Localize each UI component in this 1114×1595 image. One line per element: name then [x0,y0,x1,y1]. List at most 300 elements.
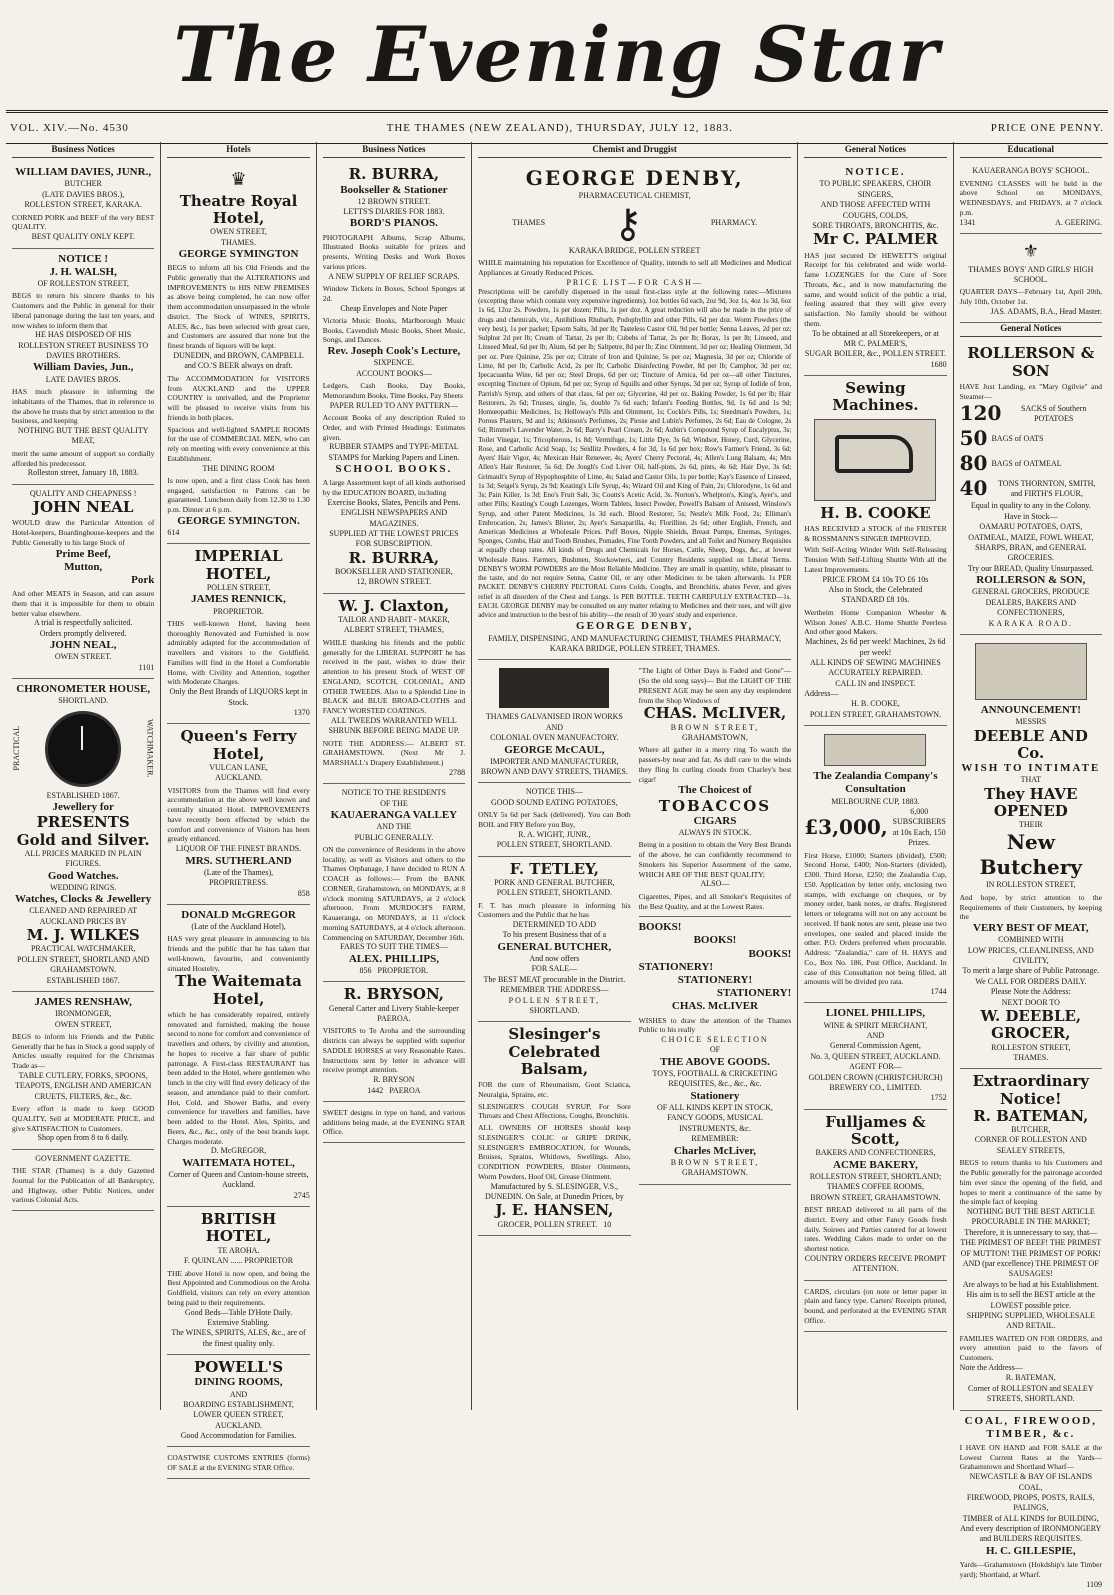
ad-number: 1101 [138,662,155,672]
ad-body: First Horse, £1000; Starters (divided), £500; Second Horse, £400; Non-Starters (divided), £300. Third Horse, £250; the Zealandia Cup, £50. Application by letter only, enclosing two stamps, with exchange on cheques, or by money order, bank notes, or drafts. Registered letters or telegrams will not on any account be received. If bank notes are sent, please use two envelopes, one sealed and placed inside the other. P.O. Orders preferred when procurable. Address: "Zealandia," care of H. HAYS and Co., Box No. 186, Post Office, Auckland. In case of this Consultation not being filled, all amounts will be divided pro rata. [804,850,947,987]
ad-line: STATIONERY! [716,987,792,1000]
ad-sign: Charles McLiver, [673,1144,756,1157]
ad-line: WISH TO INTIMATE [961,762,1101,775]
ad-name: JAMES RENSHAW, [34,995,132,1008]
ad-mccaul [478,660,631,783]
racehorse-icon [824,734,926,766]
ad-line: CALL IN and INSPECT. [835,678,916,688]
ad-body: BEGS to return his sincere thanks to his Customers and the Public in general for their liberal patronage during the last ten years, and now wishes to inform them that [12,291,155,330]
ad-body: I HAVE ON HAND and FOR SALE at the Lowest Current Rates at the Yards—Grahamstown and Shortland Wharf— [959,1442,1102,1472]
ad-customs [167,1447,309,1479]
ad-line: LETTS'S DIARIES FOR 1883. [343,207,445,217]
ad-line: FAMILY, DISPENSING, AND MANUFACTURING CHEMIST, THAMES PHARMACY, [488,633,782,643]
ad-line: 6,000 SUBSCRIBERS at 10s Each, 150 Prizes. [892,807,946,848]
prize-amount: £3,000, [804,815,888,840]
column-business-notices-1 [6,142,161,1410]
ad-address: POLLEN STREET, SHORTLAND. [496,840,613,850]
ad-line: Orders promptly delivered. [39,628,127,638]
ad-line: Therefore, it is unnecessary to say, that— [964,1227,1098,1237]
ad-body: CORNED PORK and BEEF of the very BEST QUALITY. [12,212,155,232]
ad-body: "The Light of Other Days is Faded and Gone"— (So the old song says)— But the LIGHT OF THE PRESENT AGE may be seen any day resplendent from the Shop Windows of [638,666,792,705]
ad-line: OAMARU POTATOES, OATS, OATMEAL, MAIZE, FOWL WHEAT, SHARPS, BRAN, and GENERAL GROCERIES. [968,522,1094,563]
ad-place: GRAHAMSTOWN. [682,1168,748,1178]
ad-line: Also in Stock, the Celebrated [828,585,923,595]
ad-body: FAMILIES WAITED ON FOR ORDERS, and every attention paid to the favors of Customers. [959,1333,1102,1363]
ad-claxton [323,594,465,784]
ad-address: OWEN STREET, [54,1019,112,1029]
ad-name: R. BRYSON, [343,985,444,1004]
ad-sign: MR C. PALMER'S, [843,339,908,349]
ad-burra [323,162,465,594]
ad-number: 856 [359,966,372,976]
ad-sign: JAS. ADAMS, B.A., Head Master. [990,306,1102,316]
ad-line: Gold and Silver. [16,830,150,849]
ad-bryson [323,982,465,1102]
ad-line: GOOD SOUND EATING POTATOES, [490,797,618,807]
ad-number: 858 [297,888,310,898]
key-row [478,202,791,246]
ad-body: Cigarettes, Pipes, and all Smoker's Requisites of the Best Quality, and at the Lowest Rates. [638,891,792,911]
ad-address: POLLEN STREET, [206,582,271,592]
ad-line: FIREWOOD, PROPS, POSTS, RAILS, PALINGS, [966,1492,1095,1513]
ad-name: Slesinger's Celebrated Balsam, [508,1025,601,1078]
ad-place: THAMES. [1013,1052,1049,1062]
ad-body: And hope, by strict attention to the Requirements of their Customers, by keeping the [959,892,1102,922]
ad-line: THAT [1020,775,1042,785]
ad-line: WEDDING RINGS. [50,882,117,892]
ad-line: SHIPPING SUPPLIED, WHOLESALE AND RETAIL. [966,1310,1095,1331]
ad-late: LATE DAVIES BROS. [45,374,121,384]
ad-line: VERY BEST OF MEAT, [973,922,1089,935]
ad-line: To be obtained at all Storekeepers, or at [811,328,939,338]
ad-line: Try our BREAD, Quality Unsurpassed. [967,563,1094,573]
ad-line: We CALL FOR ORDERS DAILY. [975,976,1087,986]
ad-sign: H. B. COOKE, [851,699,900,709]
column-heading: Hotels [167,144,309,158]
ad-line: LIQUOR OF THE FINEST BRANDS. [175,844,302,854]
ad-line: GENERAL BUTCHER, [497,940,612,953]
ad-bateman [960,1069,1102,1410]
ad-name: R. BURRA, [348,165,440,184]
ad-owner: JAMES RENNICK, [191,593,286,606]
ad-line: MESSRS [1015,717,1047,727]
ad-line: Stationery [690,1089,740,1102]
ad-heading: THE DINING ROOM [202,463,275,473]
ad-owner: GEORGE SYMINGTON [178,248,299,261]
ad-body: The ACCOMMODATION for VISITORS from AUCKLAND and the UPPER COUNTRY is unrivalled, and the Proprietor will be pleased to receive visits from his friends in both places. [167,373,310,422]
ad-body: NOTE THE ADDRESS:— ALBERT ST. GRAHAMSTOWN. (Next Mr J. MARSHALL's Drapery Establishment.) [322,738,466,768]
ad-body: Is now open, and a first class Cook has been engaged, satisfaction to Patrons can be guaranteed. Luncheon daily from 12.30 to 1.30 p.m. Dinner at 6 p.m. [167,475,310,515]
key-icon: ⚷ [613,200,643,246]
ad-trade: Bookseller & Stationer [340,183,448,196]
ad-number: 2788 [449,767,466,777]
stock-quantity: 50 [959,426,988,451]
ad-line: Are always to be had at his Establishment. [962,1279,1099,1289]
ad-name: GEORGE McCAUL, [504,743,605,756]
ad-line: Watches, Clocks & Jewellery [15,893,152,906]
ad-line: ROLLESTON STREET BUSINESS TO DAVIES BROTHERS. [18,340,149,361]
ad-name: DEEBLE AND Co. [973,726,1088,762]
ad-rollerson [960,341,1102,634]
ad-side-label: WATCHMAKER. [145,719,155,778]
ad-line: BOOKS! [693,934,737,947]
ad-tagline: BEST QUALITY ONLY KEPT. [31,232,135,242]
ad-line: Good Accommodation for Families. [180,1431,297,1441]
ad-trade: PHARMACEUTICAL CHEMIST, [578,191,691,201]
ad-body: HAS much pleasure in informing the inhabitants of the Thames, that in reference to the above he trusts that by strict attention to the business, and keeping [12,387,155,426]
ad-body: WISHES to draw the attention of the Thames Public to his really [638,1015,792,1035]
stock-item: BAGS of OATS [991,433,1044,443]
ad-name: Mr C. PALMER [813,230,938,249]
column-general-notices [798,142,953,1410]
ad-body: Window Tickets in Boxes, School Sponges at 2d. [322,284,466,303]
ad-address: POLLEN STREET, GRAHAMSTOWN. [809,709,942,719]
ad-body: WOULD draw the Particular Attention of Hotel-keepers, Boardinghouse-keepers and the Public Generally to his large Stock of [12,518,155,547]
ad-powells [167,1355,309,1447]
clock-row [12,707,154,791]
ad-line: PROPRIETOR. [213,606,264,616]
ad-line: REMEMBER: [691,1134,739,1144]
ad-line: OF [709,1045,721,1055]
ad-body: CARDS, circulars (on note or letter paper in plain and fancy type. Carters' Receipts printed, bound, and perforated at the EVENING STAR Office. [804,1286,947,1325]
ad-name: BRITISH HOTEL, [200,1210,277,1246]
ad-line: PROPRIETOR [244,1256,294,1266]
ad-line: TOYS, FOOTBALL & CRICKETING REQUISITES, &c., &c., &c. [652,1069,778,1089]
ad-line: SUPPLIED AT THE LOWEST PRICES FOR SUBSCRIPTION. [329,528,459,549]
ad-address: ROLLESTON STREET, KARAKA. [24,200,142,210]
ad-line: COUNTRY ORDERS RECEIVE PROMPT ATTENTION. [804,1253,947,1274]
ad-number: 1744 [930,987,947,997]
ad-mcliver [639,660,792,917]
ad-num-row [323,1086,465,1096]
ad-body: Wertheim Home Companion Wheeler & Wilson Jones' A.B.C. Home Shuttle Peerless And other good Makers. [804,607,947,637]
ad-line: PHARMACY. [710,218,758,228]
ad-body: THIS well-known Hotel, having been thoroughly Renovated and Furnished is now admirably adapted for the accommodation of travellers and visitors to the Goldfield. Families will find in the Hotel a Comfortable Home, with Civility and Attention, together with Moderate Charges. [167,618,310,687]
ad-place: PAEROA [389,1085,421,1095]
clock-icon [45,711,121,787]
ad-name: POWELL'S [193,1358,284,1377]
ad-line: DINING ROOMS, [194,1376,283,1389]
price: PRICE ONE PENNY. [990,122,1104,134]
ad-line: The Choicest of [678,784,752,797]
cattle-icon [975,643,1087,700]
ad-line: Cheap Envelopes and Note Paper [340,303,448,313]
ad-line: TOBACCOS [658,796,772,815]
ad-body: SLESINGER'S COUGH SYRUP, For Sore Throats and Chest Affections, Coughs, Bronchitis. [478,1101,631,1121]
ad-line: FANCY GOODS, MUSICAL INSTRUMENTS, &c. [667,1113,763,1133]
ad-heading: GOVERNMENT GAZETTE. [35,1153,132,1163]
ad-address: KARAKA ROAD. [988,618,1074,628]
ad-line: They HAVE OPENED [984,784,1078,820]
ad-name: IMPERIAL HOTEL, [194,547,283,583]
ad-gillespie [960,1411,1102,1595]
ad-body: COASTWISE CUSTOMS ENTRIES (forms) OF SALE at the EVENING STAR Office. [167,1453,310,1473]
ad-deeble [960,635,1102,1069]
ad-address: ROLLESTON STREET, [991,1042,1071,1052]
ad-number: 1752 [930,1093,947,1103]
ad-line: ALSO— [700,879,730,889]
ad-line: And now offers [529,954,580,964]
ad-high-school [960,234,1102,323]
ad-sign: ROLLERSON & SON, [976,574,1086,587]
column-business-notices-2 [317,142,472,1410]
subcolumn-right [639,660,792,1236]
ad-fulljames [804,1110,946,1281]
ad-line: REMEMBER THE ADDRESS— [500,985,609,995]
ad-line: PROPRIETOR. [377,966,429,976]
ad-body: Yards—Grahamstown (Hokdship's late Timber yard); Shortland, at Wharf. [959,1560,1102,1579]
ad-body: ON the convenience of Residents in the above locality, as well as Visitors and others to the Thames Orphanage, I have decided to RUN A COACH as follows:— From the BANK CORNER, Grahamstown, on MONDAYS, at 8 o'clock morning SATURDAYS, at 2 o'clock afternoon. From MURDOCH'S FARM, Kauaeranga, on MONDAYS, at 11 o'clock morning SATURDAYS, at 4 o'clock afternoon. Commencing on SATURDAY, December 16th. [322,844,466,942]
ad-line: Good Beds—Table D'Hote Daily. [184,1307,293,1317]
ad-line: PROPRIETRESS. [209,878,268,888]
ad-body: merit the same amount of support so cordially afforded his predecessor. [12,448,155,468]
ad-line: TO PUBLIC SPEAKERS, CHOIR SINGERS, [819,179,932,199]
ad-heading: THAMES BOYS' AND GIRLS' HIGH SCHOOL. [968,264,1094,284]
ad-body: QUARTER DAYS—February 1st, April 20th, July 10th, October 1st. [959,287,1102,307]
ad-heading: Sewing Machines. [832,379,919,415]
ad-name: R. BATEMAN, [973,1106,1089,1125]
ad-body: HAS just secured Dr HEWETT'S original Receipt for his celebrated and wide world-fame LOZENGES for the Cure of Sore Throats, &c., and is now manufacturing the same, and would solicit of the public a trial, feeling assured that they will give every satisfaction. No family should be without them. [804,250,947,328]
ad-line: New Butchery [979,830,1082,880]
ad-line: THAMES [512,218,546,228]
ad-body: Where all gather in a merry ring To watch the passers-by near and far, As dull care to the winds they fling In curling clouds from Charley's best cigar! [638,745,792,784]
ad-body: WHILE maintaining his reputation for Excellence of Quality, intends to sell all Medicines and Medical Appliances at Greatly Reduced Prices. [478,258,792,277]
column-heading: Business Notices [323,144,465,158]
ad-trade: GROCER, POLLEN STREET. [497,1219,598,1229]
dateline [6,110,1108,144]
ad-line: A trial is respectfully solicited. [33,618,133,628]
ad-body: And other MEATS in Season, and can assure them that it is impossible for them to obtain better value elsewhere. [12,589,155,618]
ad-heading: NOTICE THIS— [525,787,583,797]
ad-line: LOW PRICES, CLEANLINESS, AND CIVILITY, [967,945,1094,966]
price-list: Prescriptions will be carefully dispensed in the usual first-class style at the following rates:—Mixtures (excepting those which contain very expensive ingredients), 1oz bottles 6d each, 2oz 9d, 3oz 1s, 4oz 1s 3d, 6oz 1s 6d, 12oz 2s. Powders, 1s per dozen; Pills, 1s per doz. A great reduction will also be made in the price of drugs and chemicals, viz., Antibilious Rhubarb, Podophyllin and other Pills, 6d per doz. Worm Powders (the very best), 1s per packet; Epsom Salts, 3d per lb; Tasteless Castor Oil, 9d per bottle; Senna Leaves, 2d per oz; Sulphur 2d per lb; Cream of Tartar, 2s per lb; Cubebs of Tartar, 2s per lb; Borax, 1s per lb; Linseed, and Linseed Meal, 6d per lb; Alum, 6d per lb; Saltpetre, 8d per lb; Zinc Ointment, 3d per oz; Healing Ointment, 3d per oz. Pure Quinine, 25s per oz; Citrate of Iron and Quinine, 5s per oz; Magnesia, 3d per oz; Chloride of Lime, 8d per lb; Carbolic Acid, 2s per lb; Carbolic Disinfecting Powder, 8d per lb; Camphor, 3d per oz; Ipecacuanha Wine, 6d per oz; Steel Drops, 6d per oz; Tincture of Arnica, 6d per oz—all other Tinctures, excepting Tincture of Opium, 6d per oz; Syrup of Squills and other Syrups, 3d per oz; Syrup of Iodide of Iron, Parrish's Syrup, and others of that class, 6d per oz; Glycerine, 4d per oz. Baking Powder, 1s 6d per lb; Hair Restorers, 2s 6d; Trusses, single, 5s, double 7s 6d each; Infant's Feeding Bottles, 9d, 1s 6d and 1s 9d; Homœopathic Medicines, 1s; Holloway's Pills and Ointment, 1s; Cockle's Pills, 1s; Steedman's Powders, 1s; Porous Plasters, 9d and 1s; Atkinson's Perfumes, 2s; Piesse and Lubin's Perfumes, 2s 6d; Eau de Cologne, 2s 6d; Rimmel's Lavender Water, 2s 6d; Barry's Pearl Cream, 2s 6d; Aubin's Compound Syrup of Eucalyptus, 3s; Toilet Vinegar, 1s; Tricopherous, 1s 8d; Vermifuge, 1s; Little Dye, 3s 6d; Windsor, Honey, Curd, Glycerine, Rose, and Carbolic Acid Soap, 1s; Seidlitz Powders, 4 for 3d, 1s 6d per box; Row's Farmer's Friend, 3s 6d; Ayers' Hair Vigor, 4s; Mexican Hair Renewer, 4s; Ayers' Cherry Pectoral, 4s; Allen's Lung Balsam, 4s; Mrs Allen's Hair Restorer, 5s 6d; De Jongh's Cod Liver Oil, half-pints, 2s 6d, pints, 4s 6d; Hair Dye, 3s 6d; Grimault's Syrup of Hypophosphite of Lime, 4s; Salad and Castor Oils, 1s per bottle; Kay's Essence of Linseed, 1s 3d; Seigel's Syrup, 2s 9d; Keating's Life Syrup, 4s; Wizard Oil and King of Pain, 2s; Chlorodyne, 1s 6d and 3s; Pain Killer, 1s 3d; Eno's Fruit Salt, 3s; Coutts's Acetic Acid, 3s. Norton's, Whelpton's, King's, Ayer's, and other Pills; Keating's Cough Lozenges, Worm Tablets, Insect Powder, Powell's Balsam of Aniseed, Winslow's Syrup, and other Patent Medicines, 1s 3d each. Blood Restorer, 5s; Nestle's Milk Food, 2s; Elliman's Embrocation, 2s; James's Blister, 2s; Ayer's Sarsaparilla, 4s; Florilline, 2s 6d; other English, French, and American Medicines at Wholesale Prices. Puff Boxes, Nipple Shields, Breast Pumps, Enemas, Syringes, Sponges, Combs, Hair and Tooth Brushes, Pomades, Fine Tooth Powders, and all Toilet and Nursery Requisites at equally cheap rates. All kinds of Drugs and Chemicals for Horses, Cattle, Sheep, Dogs, &c., at lowest Wholesale Rates. Farmers, Bushmen, Stockowners, and Country Residents supplied on Liberal Terms. DENBY'S WORM POWDERS are the Most Reliable Medicine. They are small in quantity, white, pleasant to the taste, and do not require Senna, Castor Oil, or any other Medicines to be taken afterwards. 1s PER PACKET. DENBY'S CHERRY PECTORAL Cures Colds, Coughs, and Bronchitis, abates Fever, and gives relief in all disorders of the Chest and Lungs. 1s PER BOTTLE. TEETH CAREFULLY EXTRACTED—1s. EACH. GEORGE DENBY may be consulted on any matter relating to Medicines and their uses, and will give advice and instruction to the best of his ability—the result of 30 years' study and experience. [478,287,792,620]
ad-heading: THAMES GALVANISED IRON WORKS [485,712,623,722]
ad-sign: GEORGE SYMINGTON. [177,514,300,527]
ad-line: A NEW SUPPLY OF RELIEF SCRAPS. [328,271,460,281]
ad-line: THE PRIMEST OF BEEF! THE PRIMEST OF MUTTON! THE PRIMEST OF PORK! AND (par excellence) THE PRIMEST OF SAUSAGES! [960,1238,1102,1279]
ad-address: KARAKA BRIDGE, POLLEN STREET, THAMES. [549,643,720,653]
ad-line: Address— [804,689,839,699]
ad-trade: TAILOR AND HABIT - MAKER, [338,615,450,624]
ad-place: THAMES. [221,237,256,247]
ad-line: PAPER RULED TO ANY PATTERN— [329,400,458,410]
ad-line: Mutton, [64,560,103,573]
ad-number: 1109 [1086,1579,1102,1589]
ad-line: Extensive Stabling. [207,1317,270,1327]
ad-coach [323,784,465,982]
ad-line: Machines, 2s 6d per week! Machines, 2s 6d per week! [805,637,946,657]
ad-number: 1442 [367,1085,384,1095]
ad-body: Being in a position to obtain the Very Best Brands of the above, he can confidently recommend to Smokers his Superior Assortment of the same, WHICH ARE OF THE BEST QUALITY; [638,840,792,879]
ad-place: PAEROA. [377,1014,411,1024]
ad-address: SUGAR BOILER, &c., POLLEN STREET. [804,349,947,359]
ad-line: DETERMINED TO ADD [512,920,596,930]
ad-sign: H. C. GILLESPIE, [986,1544,1076,1557]
ad-walsh [12,249,154,485]
ad-line: MELBOURNE CUP, 1883. [831,796,920,806]
ad-theatre-royal [167,162,309,544]
ad-side-label: PRACTICAL [12,726,21,771]
stock-item: SACKS of Southern POTATOES [1021,403,1087,423]
ad-body: PHOTOGRAPH Albums, Scrap Albums, Illustrated Books suitable for prizes and presents, Writing Desks and Work Boxes various prices. [322,232,466,271]
ad-number: 1680 [930,359,947,369]
ad-slesinger [478,1022,631,1236]
ad-line: THAMES COFFEE ROOMS, [826,1182,925,1192]
ad-place: SHORTLAND. [529,1005,580,1015]
ad-body: ONLY 5s 6d per Sack (delivered). You can Both BOIL and FRY Before you Buy, [478,810,631,829]
ad-body: BEGS to inform all his Old Friends and the Public generally that the ALTERATIONS and IMPROVEMENTS to HIS NEW PREMISES as above being completed, he can now offer them accommodation unsurpassed in the whole district. The Stock of WINES, SPIRITS, ALES, &c., has been selected with great care, and Customers are assured that none but the finest brands of liquors will be kept. [167,263,310,351]
ad-body: Spacious and well-lighted SAMPLE ROOMS for the use of COMMERCIAL MEN, who can rely on meeting with every convenience at this Establishment. [167,424,310,463]
ad-name: CHAS. McLIVER, [643,704,787,723]
ad-line: FARES TO SUIT THE TIMES— [340,942,448,952]
ad-place: TE AROHA. [217,1245,260,1255]
ad-line: FOR SALE— [531,964,578,974]
ad-name: GEORGE DENBY, [525,166,744,191]
ad-heading: NOTICE ! [58,252,109,265]
ad-palmer [804,162,946,376]
ad-line: STANDARD £8 10s. [841,595,910,605]
ad-line: ACME BAKERY, [833,1158,918,1171]
ad-body: HAS very great pleasure in announcing to his friends and the public that he has taken that well-known, favourite, and conveniently situated Hostelry, [167,934,310,973]
column-heading: Business Notices [12,144,154,158]
ad-line: Jewellery for [52,801,114,814]
ad-line: BOOKS! [638,921,682,934]
ad-line: Have in Stock— [1004,511,1058,521]
ad-body: SWEET designs in type on hand, and various additions being made, at the EVENING STAR Office. [322,1107,466,1137]
ad-line: AND THE [376,822,412,832]
ad-line: CHOICE SELECTION [661,1035,769,1045]
ad-line: TIMBER of ALL KINDS for BUILDING, And every description of IRONMONGERY and BUILDERS REQUISITES. [960,1513,1102,1544]
ad-sign: JOHN NEAL, [49,639,117,652]
ad-line: General Commission Agent, [830,1041,921,1051]
ad-address: BROWN STREET, [670,1157,760,1167]
ad-line: ALL KINDS OF SEWING MACHINES ACCURATELY REPAIRED. [810,657,941,678]
ad-line: NEXT DOOR TO [1001,997,1060,1007]
ad-trade: BAKERS AND CONFECTIONERS, [815,1148,936,1158]
ad-sign: GEORGE DENBY, [576,620,694,633]
subcolumn-left [478,660,631,1236]
ad-body: WHILE thanking his friends and the public generally for the LIBERAL SUPPORT he has received in the past, wishes to draw their attention to his present Stock of WEST OF ENGLAND, SCOTCH, COLONIAL, AND OTHER TWEEDS. Also to a Splendid Line in BLACK and BLUE BROAD-CLOTHS and FANCY WORSTED COATINGS. [322,637,466,716]
ad-body: ALL OWNERS OF HORSES should keep SLESINGER'S COLIC or GRIPE DRINK, SLESINGER'S EMBROCATION, for Wounds, Bruises, Sprains, Whitlows, Swellings. Also, CONDITION POWDERS, Blister Ointments, Worm Powders, Hoof Oil, Grease Ointment. [478,1123,631,1181]
ad-line: CLEANED AND REPAIRED AT AUCKLAND PRICES BY [29,906,138,926]
royal-arms-icon: ♛ [230,169,247,190]
ad-line: COUGHS, COLDS, [842,210,908,220]
ad-imperial [167,544,309,724]
ad-heading: CHRONOMETER HOUSE, [16,683,151,696]
prize-row [804,807,946,849]
ad-body: BEGS to inform his Friends and the Public Generally that he has in Stock a good supply of Articles usually required for the Christmas Trade as— [12,1031,155,1071]
stock-quantity: 80 [959,451,988,476]
ad-address: 12, BROWN STREET. [356,577,432,587]
ad-body: THE above Hotel is now open, and being the Best Appointed and Commodious on the Aroha Goldfield, visitors can rely on every attention being paid to their requirements. [167,1268,310,1307]
ad-trade: General Carter and Livery Stable-keeper [328,1003,459,1013]
ad-name: M. J. WILKES [26,926,140,945]
ad-line: The BEST MEAT procurable in the District. [483,974,626,984]
ad-line: ESTABLISHED 1867. [46,975,120,985]
ad-name: WILLIAM DAVIES, JUNR., [15,166,152,179]
ad-name: CHAS. McLIVER [671,1000,759,1013]
ad-line: The WINES, SPIRITS, ALES, &c., are of the finest quality only. [171,1328,306,1348]
ad-body: VISITORS to Te Aroha and the surrounding districts can always be supplied with superior SADDLE HORSES at very Reasonable Rates. Instructions sent by letter in advance will receive prompt attention. [322,1026,466,1075]
iron-works-icon [499,668,609,708]
ad-heading: NOTICE. [845,166,906,179]
ad-trade: PRACTICAL WATCHMAKER, [30,944,136,954]
crest-icon: ⚜ [1022,241,1039,262]
ad-number: 1341 [959,217,976,227]
ad-sign: W. DEEBLE, GROCER, [980,1007,1082,1043]
ad-line: CIGARS [693,814,737,827]
ad-line: Rev. Joseph Cook's Lecture, [327,345,461,358]
ad-address: ROLLESTON STREET, SHORTLAND; [809,1171,942,1181]
ad-trade: WINE & SPIRIT MERCHANT, [823,1020,928,1030]
ad-name: J. H. WALSH, [49,265,117,278]
ad-line: OF ALL KINDS KEPT IN STOCK, [657,1103,773,1113]
ad-name: R. BURRA, [348,548,440,567]
ad-line: AND [866,1031,885,1041]
ad-line: Shop open from 8 to 6 daily. [37,1133,129,1143]
ad-name: JOHN NEAL [32,498,134,517]
ad-body: Every effort is made to keep GOOD QUALITY, Sell at MODERATE PRICE, and give SATISFACTION to Customers. [12,1104,155,1133]
ad-line: COMBINED WITH [998,935,1064,945]
ad-line: Note the Address— [959,1362,1023,1372]
ad-num-row [478,1220,631,1230]
ad-sign: J. E. HANSEN, [495,1201,614,1220]
ad-name: F. TETLEY, [509,859,600,878]
ad-heading: KAUAERANGA BOYS' SCHOOL. [972,166,1090,176]
ad-trade: BUTCHER, [1011,1125,1051,1135]
ad-line: KAUAERANGA VALLEY [330,808,458,821]
ad-line: WAITEMATA HOTEL, [182,1156,295,1169]
ad-neal [12,485,154,679]
ad-name: Theatre Royal Hotel, [179,191,298,227]
ad-line: TABLE CUTLERY, FORKS, SPOONS, TEAPOTS, ENGLISH AND AMERICAN CRUETS, FILTERS, &c., &c. [14,1070,152,1101]
ad-num-row [960,218,1102,228]
ad-renshaw [12,992,154,1150]
ad-line: To merit a large share of Public Patronage. [962,966,1100,976]
column-hotels [161,142,316,1473]
ad-line: Please Note the Address: [990,987,1071,997]
ad-line: OF THE [380,798,408,808]
ad-trade: BUTCHER [64,179,102,189]
ad-address: ALBERT STREET, THAMES, [343,625,444,635]
column-heading: Educational [960,144,1102,158]
ad-line: Equal in quality to any in the Colony. [970,501,1091,511]
ad-line: STATIONERY! [677,974,753,987]
ad-line: ALWAYS IN STOCK. [678,827,752,837]
ad-line: AND [545,722,564,732]
ad-line: ALL TWEEDS WARRANTED WELL SHRUNK BEFORE BEING MADE UP. [328,715,460,736]
ad-sign: R. BATEMAN, [1005,1373,1056,1383]
ad-trade: IMPORTER AND MANUFACTURER, [490,756,619,766]
ad-line: NEWCASTLE & BAY OF ISLANDS COAL, [969,1472,1093,1492]
ad-address: 12 BROWN STREET. [357,196,431,206]
ad-line: Manufactured by S. SLESINGER, V.S., DUNEDIN. On Sale, at Dunedin Prices, by [484,1181,624,1202]
ad-line: Exercise Books, Slates, Pencils and Pens. [327,497,461,507]
ad-body: FOR the cure of Rheumatism, Gout Sciatica, Neuralgia, Sprains, etc. [478,1080,631,1099]
ad-heading: COAL, FIREWOOD, TIMBER, &c. [964,1414,1097,1440]
ad-heading: The Zealandia Company's Consultation [813,770,938,796]
ad-line: NOTHING BUT THE BEST ARTICLE PROCURABLE IN THE MARKET; [966,1207,1095,1227]
ad-name: Fulljames & Scott, [825,1112,926,1149]
ad-body: VISITORS from the Thames will find every accommodation at the above well known and centrally situated Hotel. IMPROVEMENTS have recently been effected by which the comfort and convenience of Visitors has been greatly enhanced. [167,785,310,844]
ad-sign: D. McGREGOR, [210,1146,267,1156]
ad-body: Account Books of any description Ruled to Order, and with Printed Headings: Estimates given. [322,413,466,442]
ad-line: BORD'S PIANOS. [349,217,438,230]
ad-line: (Late of the Thames), [203,867,274,877]
ad-address: No. 3, QUEEN STREET, AUCKLAND. [810,1051,941,1061]
ad-name: The Waitemata Hotel, [175,972,302,1008]
ad-number: 614 [167,528,180,538]
